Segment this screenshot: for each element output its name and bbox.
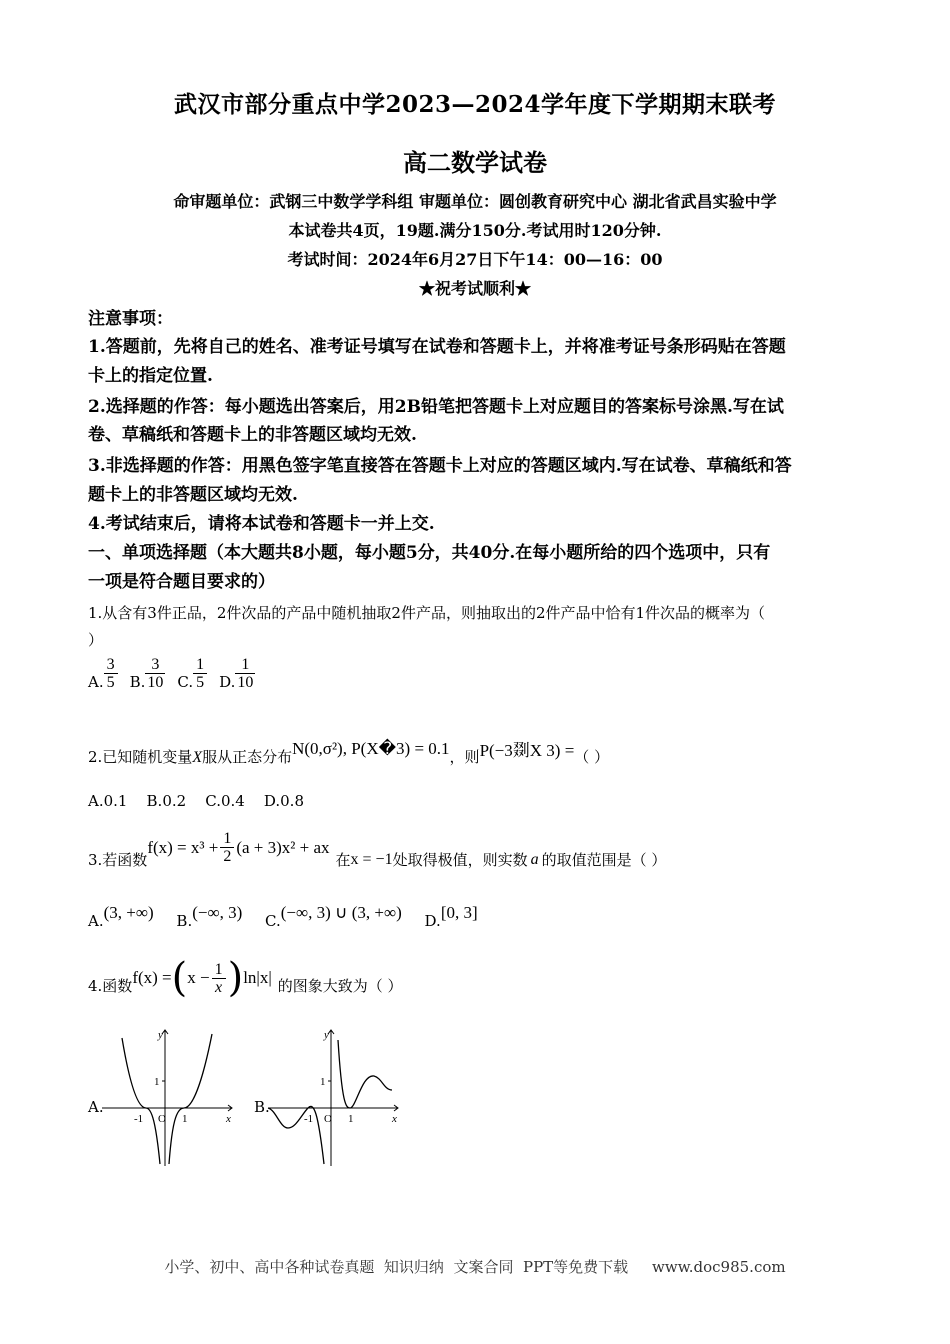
q2-probability: P(−3剟X 3) = — [479, 741, 575, 760]
exam-subtitle: 高二数学试卷 — [403, 148, 547, 177]
q1-option-c[interactable]: C. $\frac{1}{5}$ — [177, 656, 207, 691]
q3-option-c[interactable]: C.(−∞, 3) ∪ (3, +∞) — [265, 903, 402, 930]
q1-option-b[interactable]: B. $\frac{3}{10}$ — [129, 656, 164, 691]
q3-stem: 3.若函数 f(x) = x³ + $\frac{1}{2}$ (a + 3)x² + ax 在 x = −1 处取得极值，则实数 a 的取值范围是（ ） — [88, 830, 666, 865]
exam-setters: 命审题单位：武钢三中数学学科组 审题单位：圆创教育研究中心 湖北省武昌实验中学 — [173, 192, 777, 211]
q1-option-a-fraction: $\frac{3}{5}$ — [104, 656, 118, 691]
q3-option-d[interactable]: D.[0, 3] — [424, 903, 478, 930]
note-2a: 2.选择题的作答：每小题选出答案后，用2B铅笔把答题卡上对应题目的答案标号涂黑.写在试 — [88, 397, 784, 417]
q1-stem-end: ） — [88, 631, 104, 649]
graph-a-y-label: y — [158, 1029, 163, 1041]
note-3b: 题卡上的非答题区域均无效. — [88, 485, 298, 505]
q1-option-d-fraction: $\frac{1}{10}$ — [237, 656, 254, 691]
graph-b-curve-left — [268, 1106, 324, 1164]
graph-b[interactable] — [266, 1024, 406, 1169]
graph-a-label[interactable]: A. — [88, 1098, 104, 1116]
note-4: 4.考试结束后，请将本试卷和答题卡一并上交. — [88, 514, 435, 534]
exam-wish: ★祝考试顺利★ — [418, 279, 531, 298]
q1-stem: 1.从含有3件正品，2件次品的产品中随机抽取2件产品，则抽取出的2件产品中恰有1件次品的概率为（ — [88, 604, 766, 622]
q4-inner-left: x − — [187, 968, 210, 987]
note-2b: 卷、草稿纸和答题卡上的非答题区域均无效. — [88, 425, 417, 445]
graph-a-curve-right — [169, 1034, 212, 1164]
q4-function-left: f(x) = — [132, 968, 172, 987]
graph-b-origin: O — [324, 1113, 332, 1125]
notes-heading: 注意事项： — [88, 309, 173, 329]
note-1b: 卡上的指定位置. — [88, 366, 213, 386]
graph-b-curve-right — [338, 1040, 392, 1108]
q3-option-b[interactable]: B.(−∞, 3) — [176, 903, 243, 930]
q4-stem: 4.函数 f(x) = ( x − $\frac{1}{x}$ ) ln|x| 的图象大致为（ ） — [88, 955, 403, 1001]
q4-fraction: $\frac{1}{x}$ — [212, 961, 226, 996]
q3-condition: x = −1 — [350, 850, 393, 868]
q2-stem: 2.已知随机变量X服从正态分布N(0,σ²), P(X�3) = 0.1，则P(−3剟X 3) =（ ） — [88, 739, 610, 766]
graph-a-origin: O — [158, 1113, 166, 1125]
q1-option-c-fraction: $\frac{1}{5}$ — [193, 656, 207, 691]
graph-b-x-tick-neg1: -1 — [304, 1113, 314, 1125]
q3-function-left: f(x) = x³ + — [147, 837, 219, 857]
graph-b-x-tick-1: 1 — [348, 1113, 354, 1125]
graph-a-x-tick-1: 1 — [182, 1113, 188, 1125]
q1-option-a[interactable]: A. $\frac{3}{5}$ — [88, 656, 118, 691]
q2-options[interactable]: A.0.1 B.0.2 C.0.4 D.0.8 — [88, 792, 304, 810]
section1-line2: 一项是符合题目要求的） — [88, 572, 275, 592]
q3-fraction: $\frac{1}{2}$ — [220, 830, 234, 865]
q3-options — [88, 900, 478, 930]
q3-option-a[interactable]: A.(3, +∞) — [88, 903, 154, 930]
graph-a-x-label: x — [226, 1113, 231, 1125]
page-footer: 小学、初中、高中各种试卷真题 知识归纳 文案合同 PPT等免费下载 www.doc985.com — [164, 1258, 786, 1276]
q3-var-a: a — [530, 850, 539, 868]
note-3a: 3.非选择题的作答：用黑色签字笔直接答在答题卡上对应的答题区域内.写在试卷、草稿纸和答 — [88, 456, 792, 476]
graph-b-y-tick-label: 1 — [320, 1076, 326, 1088]
q1-options — [88, 656, 255, 691]
graph-b-label[interactable]: B. — [254, 1098, 270, 1116]
graph-a-y-tick-label: 1 — [154, 1076, 160, 1088]
q4-left-paren: ( — [171, 955, 188, 1001]
exam-time: 考试时间：2024年6月27日下午14：00—16：00 — [287, 250, 663, 269]
exam-summary: 本试卷共4页，19题.满分150分.考试用时120分钟. — [288, 221, 662, 240]
q2-distribution: N(0,σ²), P(X�3) = 0.1 — [292, 739, 450, 758]
q3-function-right: (a + 3)x² + ax — [236, 837, 330, 857]
graph-b-x-label: x — [392, 1113, 397, 1125]
q4-ln: ln|x| — [243, 968, 272, 987]
graph-a-x-tick-neg1: -1 — [134, 1113, 144, 1125]
q2-var-x: X — [192, 749, 203, 766]
q1-option-d[interactable]: D. $\frac{1}{10}$ — [219, 656, 254, 691]
exam-title: 武汉市部分重点中学2023—2024学年度下学期期末联考 — [173, 91, 777, 118]
graph-b-y-label: y — [324, 1029, 329, 1041]
graph-a[interactable] — [100, 1024, 240, 1169]
graph-a-curve-left — [122, 1038, 160, 1164]
note-1a: 1.答题前，先将自己的姓名、准考证号填写在试卷和答题卡上，并将准考证号条形码贴在答题 — [88, 337, 786, 357]
q4-right-paren: ) — [227, 955, 244, 1001]
q1-option-b-fraction: $\frac{3}{10}$ — [147, 656, 164, 691]
section1-line1: 一、单项选择题（本大题共8小题，每小题5分，共40分.在每小题所给的四个选项中，只有 — [88, 543, 771, 563]
